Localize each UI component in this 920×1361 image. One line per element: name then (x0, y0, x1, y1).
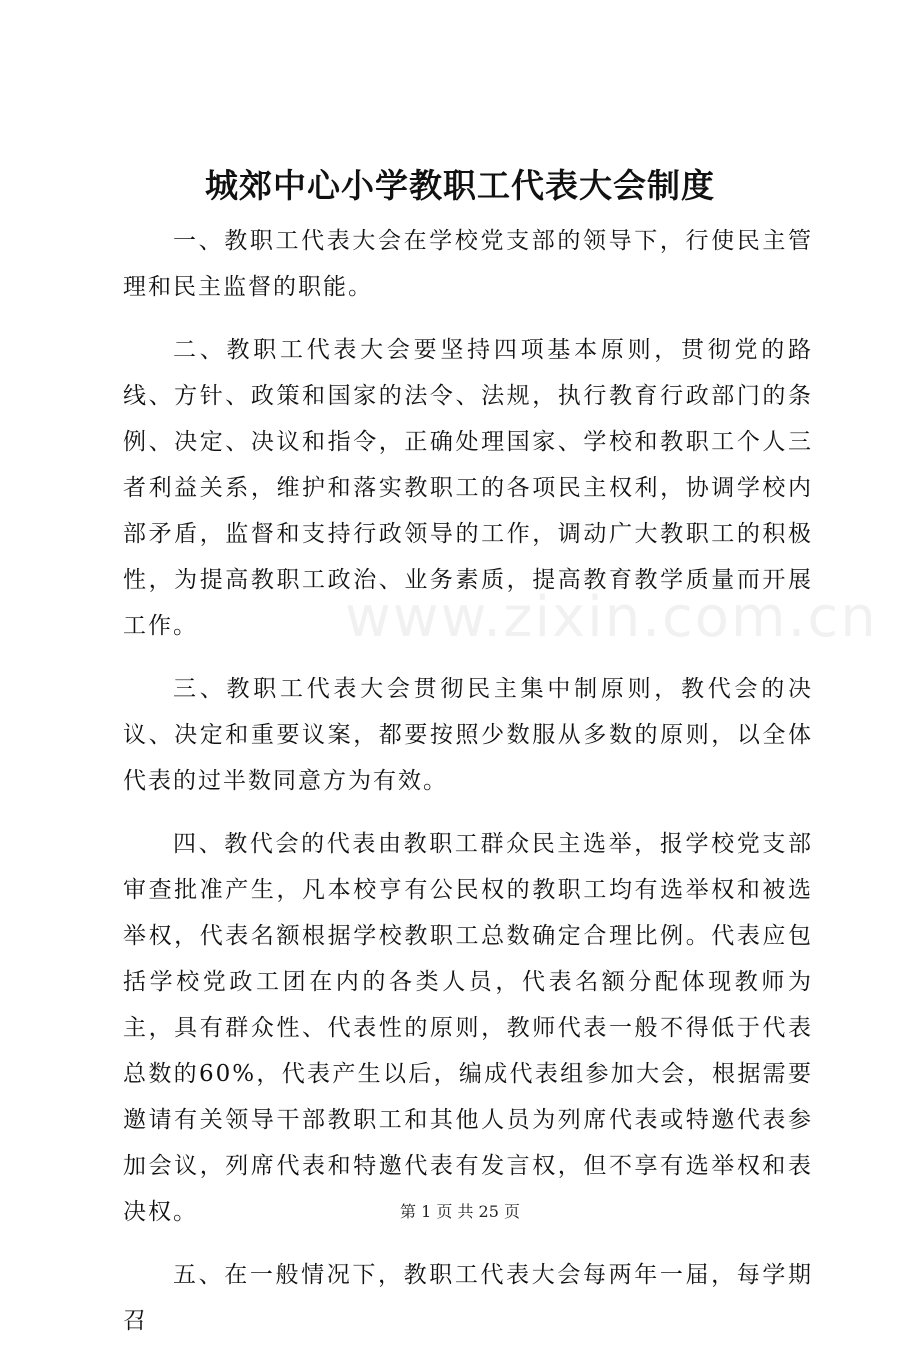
paragraph-2: 二、教职工代表大会要坚持四项基本原则，贯彻党的路线、方针、政策和国家的法令、法规，执行教育行政部门的条例、决定、决议和指令，正确处理国家、学校和教职工个人三者利益关系，维护和落实教职工的各项民主权利，协调学校内部矛盾，监督和支持行政领导的工作，调动广大教职工的积极性，为提高教职工政治、业务素质，提高教育教学质量而开展工作。 (123, 337, 813, 639)
paragraph-1: 一、教职工代表大会在学校党支部的领导下，行使民主管理和民主监督的职能。 (123, 228, 813, 300)
paragraph-4: 四、教代会的代表由教职工群众民主选举，报学校党支部审查批准产生，凡本校亨有公民权的教职工均有选举权和被选举权，代表名额根据学校教职工总数确定合理比例。代表应包括学校党政工团在内的各类人员，代表名额分配体现教师为主，具有群众性、代表性的原则，教师代表一般不得低于代表总数的60%，代表产生以后，编成代表组参加大会，根据需要邀请有关领导干部教职工和其他人员为列席代表或特邀代表参加会议，列席代表和特邀代表有发言权，但不享有选举权和表决权。 (123, 831, 813, 1225)
page-footer: 第 1 页 共 25 页 (400, 1202, 520, 1221)
paragraph-3: 三、教职工代表大会贯彻民主集中制原则，教代会的决议、决定和重要议案，都要按照少数服从多数的原则，以全体代表的过半数同意方为有效。 (123, 676, 813, 794)
watermark: www.zixin.com.cn (345, 585, 878, 650)
document-body (123, 218, 813, 1361)
document-title: 城郊中心小学教职工代表大会制度 (205, 166, 715, 205)
paragraph-5: 五、在一般情况下，教职工代表大会每两年一届，每学期召 (123, 1262, 813, 1334)
